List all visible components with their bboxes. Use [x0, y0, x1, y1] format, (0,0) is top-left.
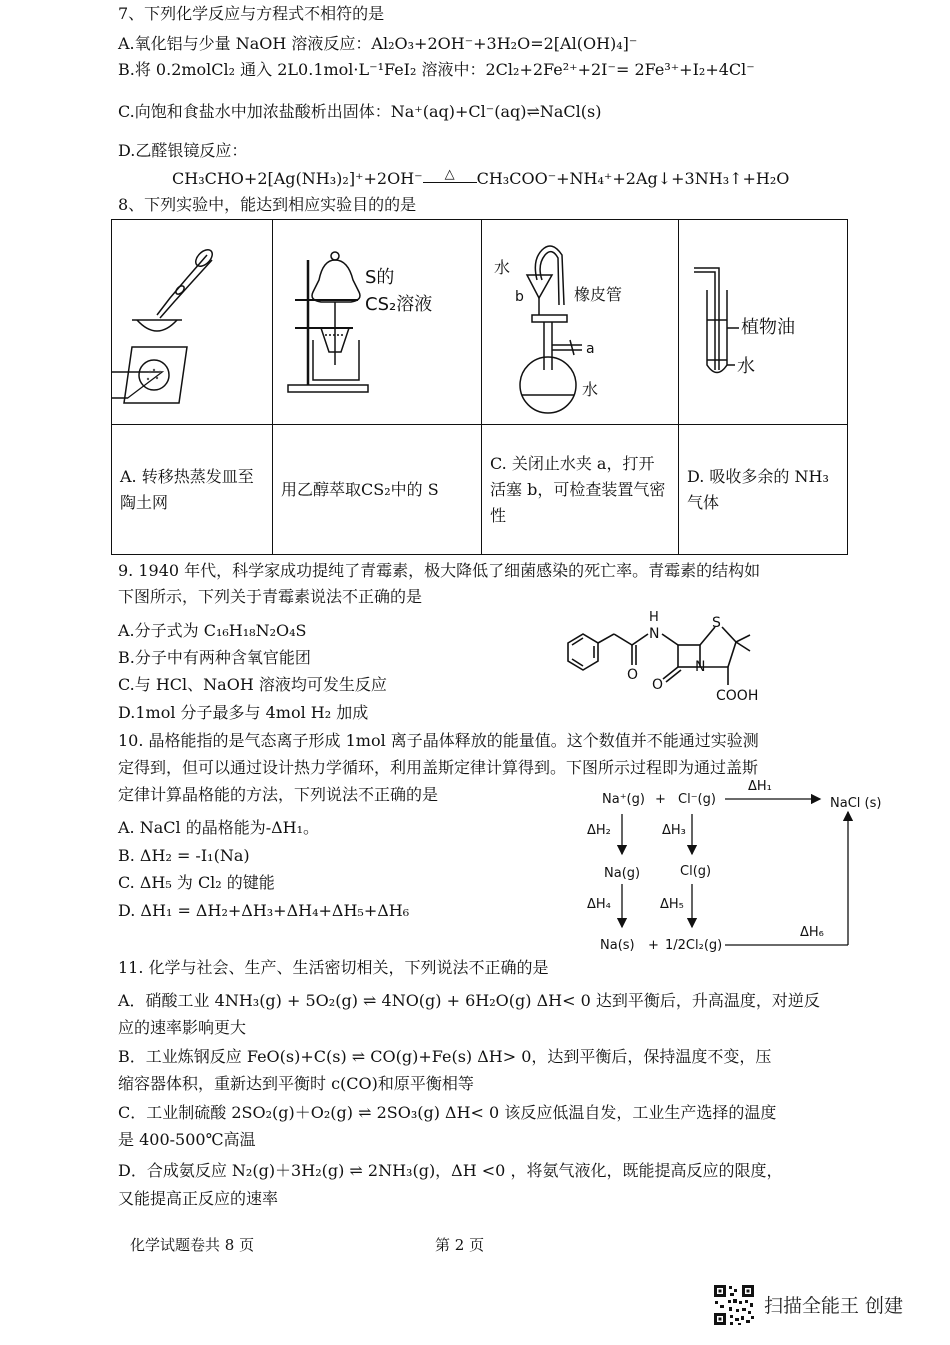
q9-stem-line-1: 9. 1940 年代，科学家成功提纯了青霉素，极大降低了细菌感染的死亡率。青霉素的结构如	[118, 561, 761, 580]
ammonia-absorption-illustration	[679, 220, 847, 420]
q7-option-a: A.氧化铝与少量 NaOH 溶液反应：Al₂O₃+2OH⁻+3H₂O=2[Al(OH)₄]⁻	[118, 34, 638, 53]
q10-option-c: C. ΔH₅ 为 Cl₂ 的键能	[118, 873, 275, 892]
q11-option-b-line-1: B．工业炼钢反应 FeO(s)+C(s) ⇌ CO(g)+Fe(s) ΔH> 0，达到平衡后，保持温度不变，压	[118, 1047, 772, 1066]
gas-tightness-apparatus-illustration	[482, 220, 678, 420]
cycle-na-gas: Na(g)	[604, 866, 641, 881]
q9-option-b: B.分子中有两种含氧官能团	[118, 648, 311, 667]
penicillin-amide-o: O	[627, 667, 639, 683]
q11-option-d-line-2: 又能提高正反应的速率	[118, 1189, 279, 1208]
q8-c-a-label: a	[586, 341, 595, 357]
penicillin-ring-n: N	[695, 659, 706, 675]
q8-cell-d-picture	[679, 220, 848, 425]
q8-cell-a-picture	[112, 220, 273, 425]
cycle-cl-ion: Cl⁻(g)	[678, 792, 716, 807]
cycle-dh5: ΔH₅	[660, 897, 684, 912]
cycle-plus-bottom: +	[648, 938, 659, 953]
scanner-watermark: 扫描全能王 创建	[764, 1295, 904, 1317]
q8-caption-b: 用乙醇萃取CS₂中的 S	[273, 425, 482, 555]
q9-option-d: D.1mol 分子最多与 4mol H₂ 加成	[118, 703, 369, 722]
q8-caption-a: A. 转移热蒸发皿至陶土网	[112, 425, 273, 555]
q7-stem: 7、下列化学反应与方程式不相符的是	[118, 4, 385, 23]
qr-code-icon	[712, 1283, 756, 1327]
q10-option-a: A. NaCl 的晶格能为-ΔH₁。	[118, 818, 320, 837]
cycle-nacl: NaCl (s)	[830, 796, 882, 811]
q7-option-c: C.向饱和食盐水中加浓盐酸析出固体：Na⁺(aq)+Cl⁻(aq)⇌NaCl(s)	[118, 102, 602, 121]
q11-stem: 11. 化学与社会、生产、生活密切相关，下列说法不正确的是	[118, 958, 549, 977]
q8-cell-c-picture	[482, 220, 679, 425]
penicillin-cooh: COOH	[716, 688, 759, 704]
q8-caption-d: D. 吸收多余的 NH₃ 气体	[679, 425, 848, 555]
q8-d-water-label: 水	[737, 356, 755, 377]
q7-d-condition: △	[423, 168, 477, 183]
q9-stem-line-2: 下图所示，下列关于青霉素说法不正确的是	[118, 587, 423, 606]
penicillin-s: S	[712, 615, 721, 631]
q11-option-b-line-2: 缩容器体积，重新达到平衡时 c(CO)和原平衡相等	[118, 1074, 474, 1093]
q8-c-b-label: b	[515, 289, 524, 305]
q10-option-d: D. ΔH₁ = ΔH₂+ΔH₃+ΔH₄+ΔH₅+ΔH₆	[118, 901, 410, 920]
q8-cell-b-picture	[273, 220, 482, 425]
q8-c-water-bottom: 水	[582, 380, 599, 399]
penicillin-h: H	[649, 610, 659, 625]
separatory-funnel-setup-illustration	[273, 220, 481, 420]
cycle-na-ion: Na⁺(g)	[602, 792, 645, 807]
q8-experiment-table	[111, 219, 848, 555]
cycle-half-cl2: 1/2Cl₂(g)	[665, 938, 723, 953]
q10-stem-line-1: 10. 晶格能指的是气态离子形成 1mol 离子晶体释放的能量值。这个数值并不能通过实验测	[118, 731, 759, 750]
cycle-dh6: ΔH₆	[800, 925, 824, 940]
penicillin-amide-n: N	[649, 626, 660, 642]
q7-d-right: CH₃COO⁻+NH₄⁺+2Ag↓+3NH₃↑+H₂O	[476, 169, 790, 188]
q11-option-d-line-1: D．合成氨反应 N₂(g)＋3H₂(g) ⇌ 2NH₃(g)，ΔH <0 ，将氨气液化，既能提高反应的限度，	[118, 1161, 783, 1180]
cycle-cl-gas: Cl(g)	[680, 864, 712, 879]
q8-caption-c: C. 关闭止水夹 a，打开活塞 b，可检查装置气密性	[482, 425, 679, 555]
penicillin-structure	[550, 607, 810, 715]
footer-page-number: 第 2 页	[435, 1236, 485, 1254]
q7-d-left: CH₃CHO+2[Ag(NH₃)₂]⁺+2OH⁻	[172, 169, 423, 188]
q11-option-a-line-1: A．硝酸工业 4NH₃(g) + 5O₂(g) ⇌ 4NO(g) + 6H₂O(g) ΔH< 0 达到平衡后，升高温度，对逆反	[118, 991, 820, 1010]
q8-d-oil-label: 植物油	[741, 317, 795, 338]
q8-b-label-2: CS₂溶液	[365, 294, 433, 315]
q9-option-a: A.分子式为 C₁₆H₁₈N₂O₄S	[118, 621, 307, 640]
q10-stem-line-3: 定律计算晶格能的方法，下列说法不正确的是	[118, 785, 439, 804]
q7-option-d-label: D.乙醛银镜反应：	[118, 141, 248, 160]
q11-option-a-line-2: 应的速率影响更大	[118, 1018, 247, 1037]
q11-option-c-line-1: C．工业制硫酸 2SO₂(g)＋O₂(g) ⇌ 2SO₃(g) ΔH< 0 该反应低温自发，工业生产选择的温度	[118, 1103, 777, 1122]
q11-option-c-line-2: 是 400-500℃高温	[118, 1130, 256, 1149]
cycle-na-solid: Na(s)	[600, 938, 635, 953]
penicillin-lactam-o: O	[652, 677, 664, 693]
q10-stem-line-2: 定得到，但可以通过设计热力学循环，利用盖斯定律计算得到。下图所示过程即为通过盖斯	[118, 758, 759, 777]
cycle-dh4: ΔH₄	[587, 897, 611, 912]
cycle-dh1: ΔH₁	[748, 779, 772, 794]
q8-c-rubber-tube: 橡皮管	[574, 285, 623, 304]
footer-total-pages: 化学试题卷共 8 页	[130, 1236, 255, 1254]
q7-option-b: B.将 0.2molCl₂ 通入 2L0.1mol·L⁻¹FeI₂ 溶液中：2Cl₂+2Fe²⁺+2I⁻= 2Fe³⁺+I₂+4Cl⁻	[118, 60, 755, 79]
q8-b-label-1: S的	[365, 267, 395, 288]
q8-c-water-top: 水	[494, 258, 511, 277]
q7-option-d-equation	[172, 168, 789, 190]
cycle-dh3: ΔH₃	[662, 823, 686, 838]
cycle-plus-top: +	[655, 792, 666, 807]
q10-option-b: B. ΔH₂ = -I₁(Na)	[118, 846, 250, 865]
cycle-dh2: ΔH₂	[587, 823, 611, 838]
evaporating-dish-tongs-illustration	[112, 220, 272, 420]
q8-stem: 8、下列实验中，能达到相应实验目的的是	[118, 195, 417, 214]
q9-option-c: C.与 HCl、NaOH 溶液均可发生反应	[118, 675, 387, 694]
